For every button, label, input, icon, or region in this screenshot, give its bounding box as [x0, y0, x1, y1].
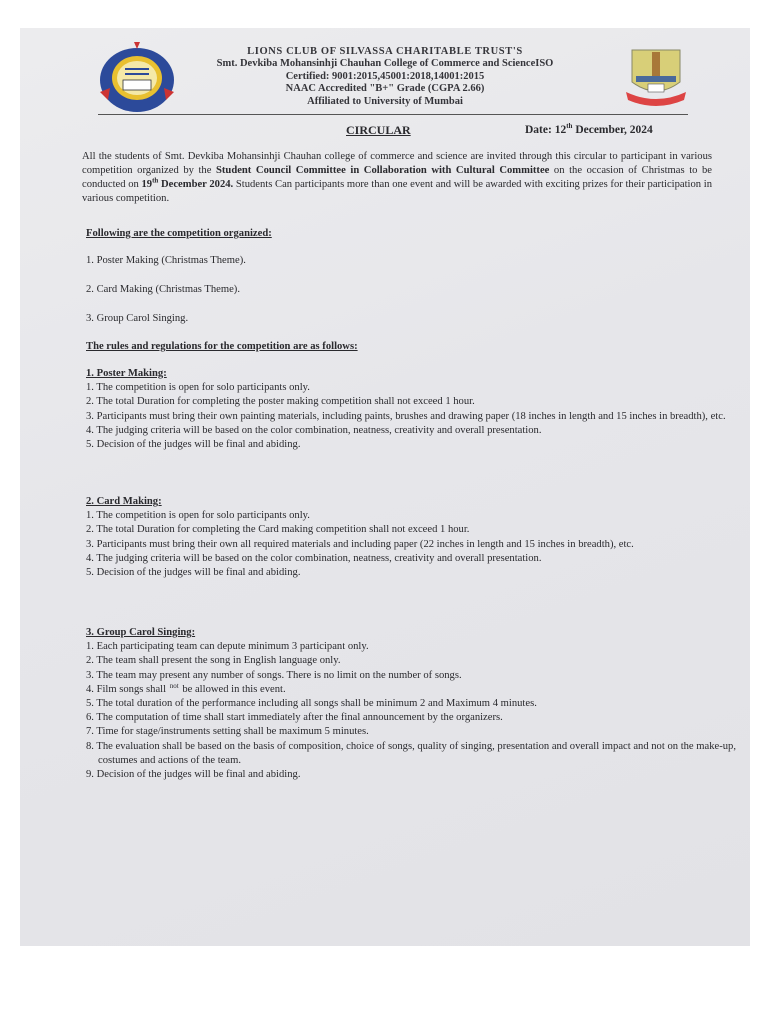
rule-item: 9. Decision of the judges will be final and abiding.	[86, 769, 301, 781]
rule-item: 8. The evaluation shall be based on the basis of composition, choice of songs, quality of singing, presentation and overall impact and not on the make-up, costumes and actions of the team.	[86, 740, 736, 766]
competitions-heading: Following are the competition organized:	[86, 228, 272, 239]
competition-item: 2. Card Making (Christmas Theme).	[86, 283, 240, 295]
rule-item: 4. The judging criteria will be based on the color combination, neatness, creativity and overall presentation.	[86, 424, 542, 436]
circular-date: Date: 12th December, 2024	[525, 122, 653, 136]
rule-item: 2. The total Duration for completing the poster making competition shall not exceed 1 hour.	[86, 396, 475, 408]
college-name: Smt. Devkiba Mohansinhji Chauhan College of Commerce and ScienceISO	[216, 58, 554, 70]
certification: Certified: 9001:2015,45001:2018,14001:2015	[285, 70, 485, 82]
rule-item: 5. Decision of the judges will be final and abiding.	[86, 567, 301, 579]
carol-heading: 3. Group Carol Singing:	[86, 627, 196, 638]
rule-item: 1. The competition is open for solo participants only.	[86, 510, 310, 522]
rule-item: 2. The team shall present the song in English language only.	[86, 655, 341, 667]
competitions-section	[86, 227, 736, 355]
document-page	[20, 28, 750, 946]
affiliation: Affiliated to University of Mumbai	[307, 95, 463, 107]
letterhead	[145, 46, 625, 108]
rule-item: 1. The competition is open for solo participants only.	[86, 382, 310, 394]
rule-item: 3. Participants must bring their own all required materials and including paper (22 inches in length and 15 inches in breadth), etc.	[86, 538, 634, 550]
rule-item: 4. The judging criteria will be based on the color combination, neatness, creativity and overall presentation.	[86, 552, 542, 564]
poster-heading: 1. Poster Making:	[86, 368, 167, 379]
carol-singing-section	[86, 626, 736, 782]
card-heading: 2. Card Making:	[86, 496, 162, 507]
handwritten-correction: not	[169, 681, 179, 690]
trust-name: LIONS CLUB OF SILVASSA CHARITABLE TRUST'S	[247, 46, 523, 57]
competition-item: 3. Group Carol Singing.	[86, 312, 189, 324]
competition-item: 1. Poster Making (Christmas Theme).	[86, 255, 246, 267]
rule-item: 3. The team may present any number of songs. There is no limit on the number of songs.	[86, 669, 462, 681]
rules-heading: The rules and regulations for the competition are as follows:	[86, 341, 358, 353]
rule-item: 5. Decision of the judges will be final and abiding.	[86, 439, 301, 451]
naac-accreditation: NAAC Accredited "B+" Grade (CGPA 2.66)	[285, 83, 485, 95]
poster-making-section	[86, 367, 736, 452]
rule-item: 6. The computation of time shall start immediately after the final announcement by the organizers.	[86, 712, 503, 724]
header-divider	[98, 114, 688, 115]
rule-item: 4. Film songs shall $^{not}$ be allowed in this event.	[86, 681, 286, 695]
rule-item: 1. Each participating team can depute minimum 3 participant only.	[86, 641, 369, 653]
card-making-section	[86, 495, 736, 580]
rule-item: 2. The total Duration for completing the Card making competition shall not exceed 1 hour.	[86, 524, 470, 536]
rule-item: 3. Participants must bring their own painting materials, including paints, brushes and drawing paper (18 inches in length and 15 inches in breadth), etc.	[86, 410, 726, 422]
rule-item: 7. Time for stage/instruments setting shall be maximum 5 minutes.	[86, 726, 369, 738]
intro-paragraph: All the students of Smt. Devkiba Mohansinhji Chauhan college of commerce and science are invited through this circular to participant in various competition organized by the Student Council Committee in Collaboration with Cultural Committee on the occasion of Christmas to be conducted on 19th December 2024. Students Can participants more than one event and will be awarded with exciting prizes for their participation in various competition.	[82, 151, 713, 204]
rule-item: 5. The total duration of the performance including all songs shall be minimum 2 and Maximum 4 minutes.	[86, 698, 537, 710]
university-logo	[624, 46, 688, 108]
circular-title: CIRCULAR	[346, 123, 411, 137]
